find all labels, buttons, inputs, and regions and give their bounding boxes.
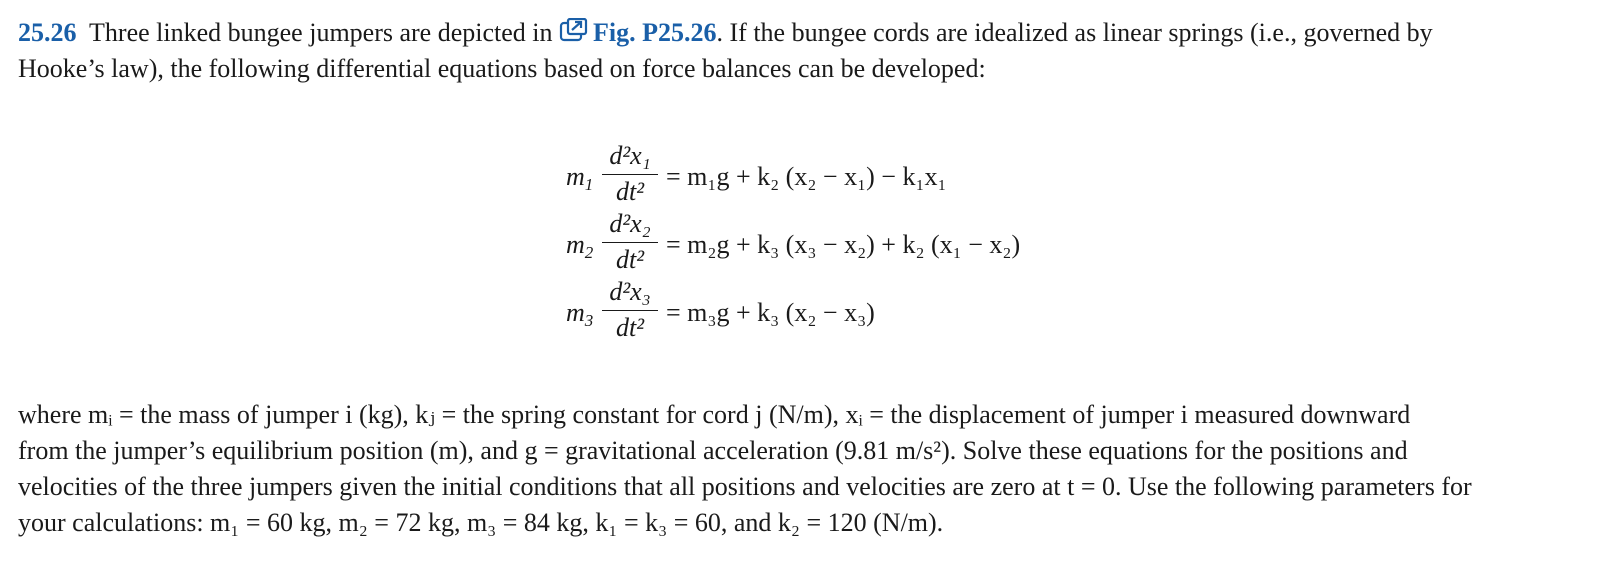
equation-rhs: = m₁g + k₂ (x₂ − x₁) − k₁x₁ xyxy=(666,162,947,191)
equation-mass: $m_2$ xyxy=(566,230,594,262)
figure-reference[interactable]: Fig. P25.26 xyxy=(593,18,717,47)
derivative-fraction: d²x₁ dt² xyxy=(602,140,658,207)
intro-text-line2: Hooke’s law), the following differential equations based on force balances can be developed: xyxy=(18,54,986,83)
problem-number: 25.26 xyxy=(18,18,77,47)
body-line-2: from the jumper’s equilibrium position (m), and g = gravitational acceleration (9.81 m/s²). Solve these equations for the positions and xyxy=(18,436,1408,465)
equation-rhs: = m₃g + k₃ (x₂ − x₃) xyxy=(666,298,875,327)
derivative-fraction: d²x₃ dt² xyxy=(602,276,658,343)
problem-intro xyxy=(18,15,1433,87)
external-link-icon xyxy=(559,18,589,44)
body-line-4: your calculations: m₁ = 60 kg, m₂ = 72 kg, m₃ = 84 kg, k₁ = k₃ = 60, and k₂ = 120 (N/m). xyxy=(18,508,944,537)
body-line-3: velocities of the three jumpers given the initial conditions that all positions and velocities are zero at t = 0. Use the following parameters for xyxy=(18,472,1472,501)
intro-text-a: Three linked bungee jumpers are depicted in xyxy=(89,18,553,47)
equation-mass: $m_3$ xyxy=(566,298,594,330)
figure-link[interactable] xyxy=(559,18,717,47)
problem-body xyxy=(18,397,1472,541)
equation-rhs: = m₂g + k₃ (x₃ − x₂) + k₂ (x₁ − x₂) xyxy=(666,230,1021,259)
body-line-1: where mᵢ = the mass of jumper i (kg), kⱼ = the spring constant for cord j (N/m), xᵢ = the displacement of jumper i measured downward xyxy=(18,400,1411,429)
intro-text-b: . If the bungee cords are idealized as linear springs (i.e., governed by xyxy=(716,18,1433,47)
equation-mass: $m_1$ xyxy=(566,162,594,194)
derivative-fraction: d²x₂ dt² xyxy=(602,208,658,275)
